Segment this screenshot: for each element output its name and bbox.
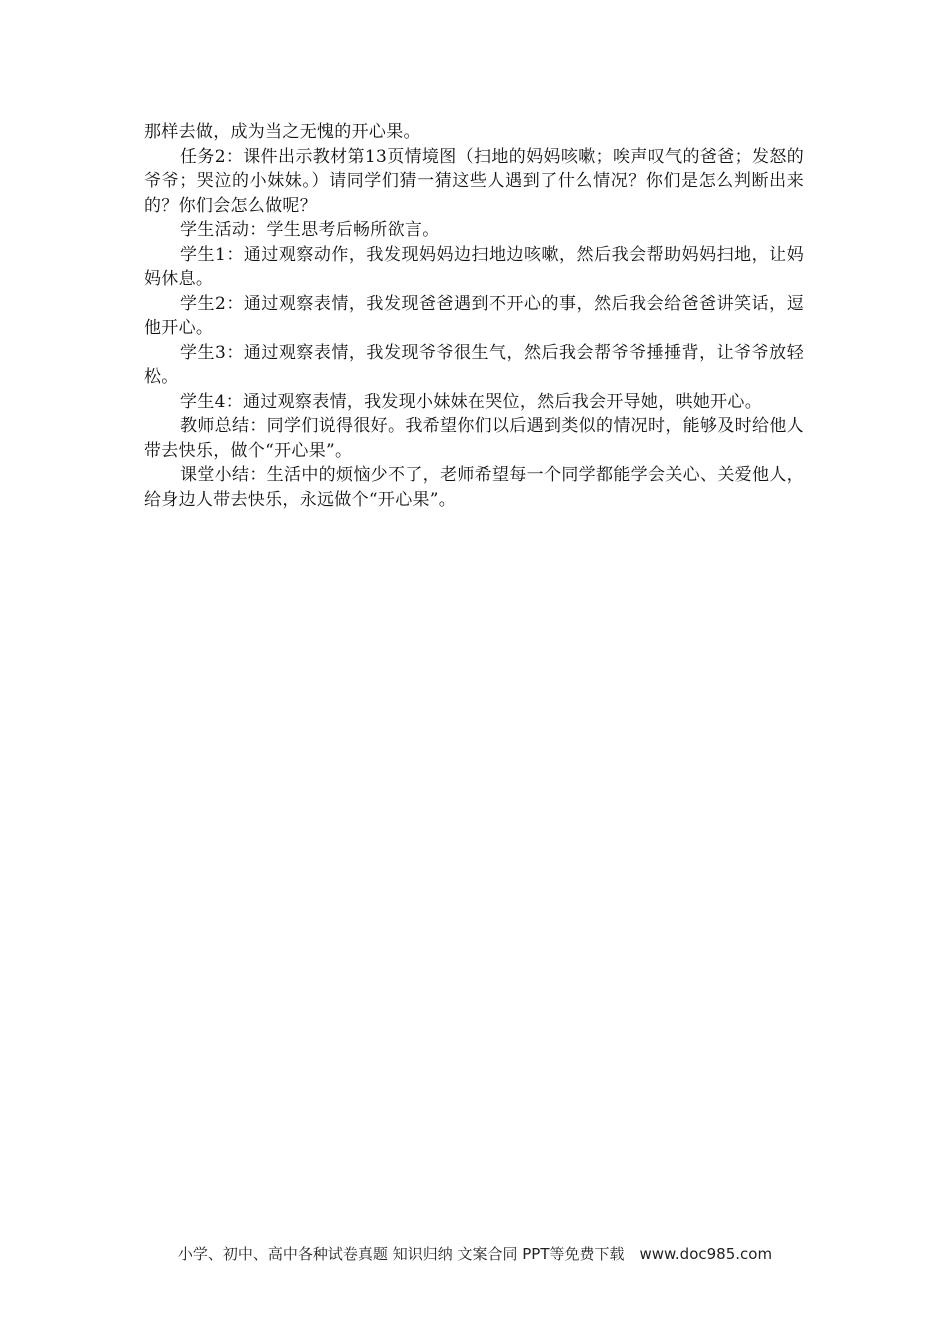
paragraph: 学生活动：学生思考后畅所欲言。 [180, 220, 440, 240]
paragraph: 学生3：通过观察表情，我发现爷爷很生气，然后我会帮爷爷捶捶背，让爷爷放轻松。 [144, 342, 804, 387]
paragraph: 学生1：通过观察动作，我发现妈妈边扫地边咳嗽，然后我会帮助妈妈扫地，让妈妈休息。 [144, 244, 804, 289]
paragraph: 学生2：通过观察表情，我发现爸爸遇到不开心的事，然后我会给爸爸讲笑话，逗他开心。 [144, 293, 804, 338]
page-footer: 小学、初中、高中各种试卷真题 知识归纳 文案合同 PPT等免费下载 www.doc985.com [177, 1245, 773, 1263]
paragraph: 任务2：课件出示教材第13页情境图（扫地的妈妈咳嗽；唉声叹气的爸爸；发怒的爷爷；哭泣的小妹妹。）请同学们猜一猜这些人遇到了什么情况？你们是怎么判断出来的？你们会怎么做呢？ [144, 146, 804, 216]
paragraph: 学生4：通过观察表情，我发现小妹妹在哭位，然后我会开导她，哄她开心。 [180, 391, 763, 412]
paragraph: 课堂小结：生活中的烦恼少不了，老师希望每一个同学都能学会关心、关爱他人，给身边人带去快乐，永远做个“开心果”。 [144, 465, 804, 510]
paragraph: 那样去做，成为当之无愧的开心果。 [144, 122, 421, 142]
paragraph: 教师总结：同学们说得很好。我希望你们以后遇到类似的情况时，能够及时给他人带去快乐，做个“开心果”。 [144, 416, 804, 461]
document-body [144, 120, 804, 512]
